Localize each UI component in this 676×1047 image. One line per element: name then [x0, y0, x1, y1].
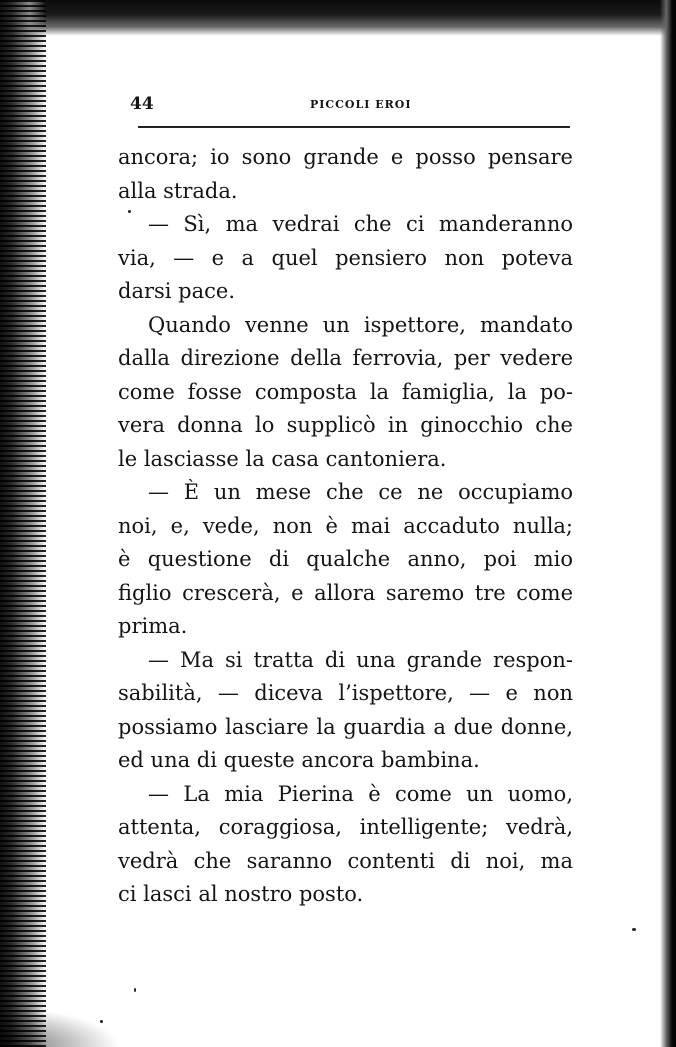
text-line: — Ma si tratta di una grande respon-: [148, 647, 573, 672]
text-line: noi, e, vede, non è mai accaduto nulla;: [118, 513, 573, 538]
text-line: dalla direzione della ferrovia, per vedere: [118, 346, 573, 370]
body-text: [118, 141, 573, 912]
text-line: figlio crescerà, e allora saremo tre come: [118, 580, 573, 605]
text-line: vera donna lo supplicò in ginocchio che: [118, 413, 573, 437]
text-line: — La mia Pierina è come un uomo,: [148, 781, 573, 806]
scan-edge-bottom-left: [0, 1007, 120, 1047]
text-line: ancora; io sono grande e posso pensare: [118, 145, 573, 169]
text-line: alla strada.: [118, 178, 238, 203]
page-number: 44: [130, 94, 154, 114]
text-line: sabilità, — diceva l’ispettore, — e non: [118, 681, 573, 705]
text-line: come fosse composta la famiglia, la po-: [118, 379, 573, 404]
header-rule: [138, 126, 570, 128]
scan-edge-right: [660, 0, 676, 1047]
scan-edge-left: [0, 0, 46, 1047]
text-line: Quando venne un ispettore, mandato: [148, 312, 573, 337]
scan-edge-top: [0, 0, 676, 36]
text-line: le lasciasse la casa cantoniera.: [118, 446, 447, 471]
text-line: ed una di queste ancora bambina.: [118, 748, 480, 772]
text-line: darsi pace.: [118, 279, 235, 303]
text-line: — Sì, ma vedrai che ci manderanno: [148, 212, 573, 236]
text-line: è questione di qualche anno, poi mio: [118, 547, 573, 571]
scan-speck: [134, 988, 136, 992]
text-line: ci lasci al nostro posto.: [118, 882, 364, 906]
scan-speck: [128, 210, 131, 213]
scan-speck: [632, 928, 636, 931]
text-line: — È un mese che ce ne occupiamo: [148, 480, 573, 504]
scan-speck: [100, 1020, 103, 1023]
page-header: [130, 94, 570, 120]
text-line: possiamo lasciare la guardia a due donne,: [118, 714, 573, 739]
text-line: attenta, coraggiosa, intelligente; vedrà,: [118, 815, 573, 839]
text-line: vedrà che saranno contenti di noi, ma: [118, 848, 573, 873]
text-line: prima.: [118, 614, 188, 638]
running-head: PICCOLI EROI: [310, 98, 412, 111]
text-line: via, — e a quel pensiero non poteva: [118, 245, 573, 270]
